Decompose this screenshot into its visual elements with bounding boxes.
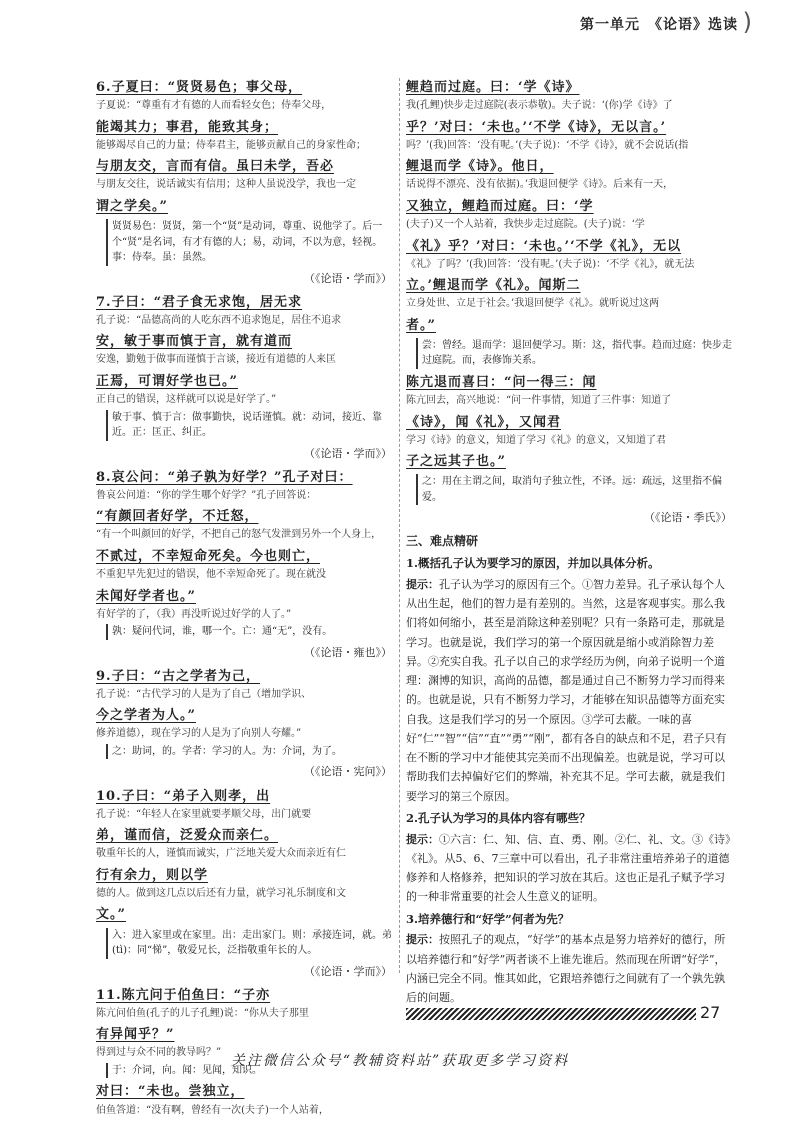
- classical-text: 《诗》，闻《礼》，又闻君: [406, 414, 562, 430]
- annotation-note: 入：进入家里或在家里。出：走出家门。则：承接连词，就。弟(tì)：同“悌”，敬爱兄长，泛指敬重年长的人。: [106, 928, 392, 959]
- text-entry: [96, 547, 392, 583]
- text-entry: [406, 78, 732, 114]
- text-entry: [96, 866, 392, 902]
- answer-label: 提示：: [406, 577, 439, 591]
- text-entry: [406, 118, 732, 154]
- classical-text: 未闻好学者也。”: [96, 588, 196, 604]
- translation-text: 得到过与众不同的教导吗？”: [96, 1047, 222, 1059]
- footer-note: 关注微信公众号“教辅资料站”获取更多学习资料: [230, 1053, 570, 1069]
- translation-text: 吗？’(我)回答：‘没有呢。’(夫子说)：‘不学《诗》，就不会说话(指: [406, 139, 689, 151]
- text-entry: [96, 293, 392, 329]
- annotation-note: 之：用在主谓之间，取消句子独立性，不译。远：疏远，这里指不偏爱。: [416, 474, 732, 505]
- text-entry: [406, 237, 732, 273]
- classical-text: 8.哀公问：“弟子孰为好学？”孔子对曰：: [96, 469, 353, 485]
- text-entry: [96, 905, 392, 958]
- text-entry: [96, 78, 392, 114]
- classical-text: 子之远其子也。”: [406, 454, 506, 470]
- translation-text: 孔子说：“年轻人在家里就要孝顺父母，出门就要: [96, 808, 312, 820]
- translation-text: 不重犯早先犯过的错误，他不幸短命死了。现在就没: [96, 569, 326, 580]
- translation-text: 《礼》了吗？’(我)回答：‘没有呢。’(夫子说)：‘不学《礼》，就无法: [406, 258, 695, 270]
- classical-text: 者。”: [406, 317, 436, 333]
- classical-text: “有颜回者好学，不迁怒，: [96, 509, 259, 525]
- translation-text: 子夏说：“尊重有才有德的人而看轻女色；侍奉父母，: [96, 100, 332, 112]
- answer-text: 按照孔子的观点，“好学”的基本点是努力培养好的德行，所以培养德行和“好学”两者谈不上谁先谁后。然而现在所谓“好学”，内涵已完全不同。惟其如此，它跟培养德行之间就有了一个孰先孰后的问题。: [406, 933, 726, 1005]
- right-column: [406, 78, 732, 1007]
- answer: [406, 575, 732, 806]
- text-entry: [406, 157, 732, 193]
- classical-text: 谓之学矣。”: [96, 198, 168, 214]
- text-entry: [96, 332, 392, 368]
- translation-text: 陈亢问伯鱼(孔子的儿子孔鲤)说：“你从夫子那里: [96, 1007, 309, 1019]
- translation-text: 德的人。做到这几点以后还有力量，就学习礼乐制度和文: [96, 887, 346, 899]
- classical-text: 又独立，鲤趋而过庭。曰：‘学: [406, 198, 594, 214]
- header-bracket-decoration: ): [742, 8, 752, 36]
- answer-text: 孔子认为学习的原因有三个。①智力差异。孔子承认每个人从出生起，他们的智力是有差别的。当然，这是客观事实。那么我们将如何缩小，甚至是消除这种差别呢？只有一条路可走，那就是学习。也就是说，我们学习的第一个原因就是缩小或消除智力差异。②充实自我。孔子以自己的求学经历为例，向弟子说明一个道理：渊博的知识，高尚的品德，都是通过自己不断努力学习而得来的。也就是说，只有不断努力学习，才能够在知识品德等方面充实自我。这是我们学习的另一个原因。③学可去蔽。一味的喜好“仁”“智”“信”“直”“勇”“刚”，都有各自的缺点和不足，君子只有在不断的学习中才能使其完美而不出现偏差。也就是说，学习可以帮助我们去掉偏好它们的弊端，补充其不足。学可去蔽，就是我们要学习的第三个原因。: [406, 577, 727, 803]
- translation-text: (夫子)又一个人站着，我快步走过庭院。(夫子)说：‘学: [406, 219, 645, 231]
- text-entry: [406, 197, 732, 233]
- translation-text: 能够竭尽自己的力量；侍奉君主，能够贡献自己的身家性命；: [96, 139, 366, 151]
- source-citation: （《论语・雍也》）: [304, 645, 392, 659]
- text-entry: [96, 826, 392, 862]
- source-citation: （《论语・季氏》）: [644, 511, 732, 525]
- classical-text: 能竭其力；事君，能致其身；: [96, 119, 279, 135]
- classical-text: 9.子曰：“古之学者为己，: [96, 668, 261, 684]
- classical-text: 与朋友交，言而有信。虽曰未学，吾必: [96, 159, 335, 175]
- annotation-note: 贤贤易色：贤贤，第一个“贤”是动词，尊重、说他学了。后一个“贤”是名词，有才有德的人；易，动词，不以为意，轻视。事：侍奉。虽：虽然。: [106, 219, 392, 266]
- classical-text: 弟，谨而信，泛爱众而亲仁。: [96, 828, 279, 844]
- text-entry: [96, 468, 392, 504]
- classical-text: 安，敏于事而慎于言，就有道而: [96, 334, 293, 350]
- answer-label: 提示：: [406, 832, 439, 846]
- answer: [406, 930, 732, 1007]
- source-citation: （《论语・学而》）: [304, 964, 392, 978]
- footer-hatch-bar: [406, 1008, 696, 1020]
- source-citation: （《论语・宪问》）: [304, 765, 392, 779]
- annotation-note: 尝：曾经。退而学：退回便学习。斯：这，指代事。趋而过庭：快步走过庭院。而，表修饰关系。: [416, 338, 732, 369]
- classical-text: 鲤趋而过庭。曰：‘学《诗》: [406, 80, 580, 95]
- question: 3.培养德行和“好学”何者为先？: [406, 911, 570, 926]
- classical-text: 7.子曰：“君子食无求饱，居无求: [96, 294, 303, 310]
- text-entry: [96, 1082, 392, 1118]
- translation-text: 我(孔鲤)快步走过庭院(表示恭敬)。夫子说：‘(你)学《诗》了: [406, 100, 673, 112]
- source-citation: （《论语・学而》）: [304, 446, 392, 460]
- translation-text: 话说得不漂亮、没有依据)。’我退回便学《诗》。后来有一天，: [406, 179, 674, 191]
- question: 1.概括孔子认为要学习的原因，并加以具体分析。: [406, 556, 660, 571]
- text-entry: [96, 372, 392, 441]
- translation-text: 立身处世、立足于社会。’我退回便学《礼》。就听说过这两: [406, 298, 660, 310]
- translation-text: 伯鱼答道：“没有啊，曾经有一次(夫子)一个人站着，: [96, 1104, 329, 1116]
- text-entry: [96, 197, 392, 266]
- classical-text: 立。’鲤退而学《礼》。闻斯二: [406, 278, 581, 294]
- translation-text: “有一个叫颜回的好学，不把自己的怒气发泄到另外一个人身上，: [96, 529, 382, 541]
- translation-text: 学习《诗》的意义，知道了学习《礼》的意义，又知道了君: [406, 434, 666, 446]
- question: 2.孔子认为学习的具体内容有哪些？: [406, 810, 591, 825]
- text-entry: [96, 986, 392, 1022]
- classical-text: 11.陈亢问于伯鱼曰：“子亦: [96, 987, 271, 1003]
- text-entry: [96, 157, 392, 193]
- text-entry: [96, 667, 392, 703]
- text-entry: [96, 587, 392, 640]
- answer-text: ①六言：仁、知、信、直、勇、刚。②仁、礼、文。③《诗》《礼》。从5、6、7三章中可以看出，孔子非常注重培养弟子的道德修养和人格修养，把知识的学习放在其后。这也正是孔子赋予学习的一种非常重要的社会人生意义的证明。: [406, 832, 731, 904]
- translation-text: 正自己的错误，这样就可以说是好学了。”: [96, 394, 277, 406]
- text-entry: [96, 787, 392, 823]
- translation-text: 孔子说：“品德高尚的人吃东西不追求饱足，居住不追求: [96, 314, 342, 326]
- answer: [406, 830, 732, 907]
- annotation-note: 之：助词，的。学者：学习的人。为：介词，为了。: [106, 744, 392, 760]
- answer-label: 提示：: [406, 933, 439, 947]
- classical-text: 鲤退而学《诗》。他日，: [406, 159, 554, 175]
- classical-text: 文。”: [96, 907, 126, 923]
- annotation-note: 敏于事、慎于言：做事勤快，说话谨慎。就：动词，接近、靠近。正：匡正、纠正。: [106, 410, 392, 441]
- text-entry: [406, 452, 732, 505]
- text-entry: [96, 118, 392, 154]
- annotation-note: 孰：疑问代词，谁，哪一个。亡：通“无”，没有。: [106, 624, 392, 640]
- translation-text: 修养道德），现在学习的人是为了向别人夸耀。”: [96, 728, 302, 740]
- classical-text: 陈亢退而喜曰：“问一得三：闻: [406, 374, 597, 390]
- classical-text: 行有余力，则以学: [96, 867, 209, 883]
- annotation-note: 于：介词，向。闻：见闻，知识。: [106, 1063, 392, 1079]
- classical-text: 正焉，可谓好学也已。”: [96, 373, 238, 389]
- section-title: 三、难点精研: [406, 534, 479, 549]
- translation-text: 孔子说：“古代学习的人是为了自己（增加学识、: [96, 688, 312, 700]
- classical-text: 6.子夏曰：“贤贤易色；事父母，: [96, 80, 303, 95]
- text-entry: [406, 276, 732, 312]
- classical-text: 乎？’对曰：‘未也。’‘不学《诗》，无以言。’: [406, 119, 667, 135]
- classical-text: 《礼》乎？’对曰：‘未也。’‘不学《礼》，无以: [406, 238, 682, 254]
- classical-text: 10.子曰：“弟子入则孝，出: [96, 788, 271, 804]
- translation-text: 鲁哀公问道：“你的学生哪个好学？”孔子回答说：: [96, 489, 317, 501]
- translation-text: 与朋友交往，说话诚实有信用；这种人虽说没学，我也一定: [96, 179, 356, 191]
- classical-text: 今之学者为人。”: [96, 708, 196, 724]
- text-entry: [406, 316, 732, 369]
- left-column: [96, 78, 392, 1122]
- classical-text: 不贰过，不幸短命死矣。今也则亡，: [96, 548, 321, 564]
- text-entry: [96, 706, 392, 759]
- text-entry: [96, 507, 392, 543]
- page-header: 第一单元 《论语》选读: [580, 17, 738, 33]
- translation-text: 敬重年长的人，谨慎而诚实，广泛地关爱大众而亲近有仁: [96, 848, 346, 860]
- translation-text: 安逸，勤勉于做事而谨慎于言谈，接近有道德的人来匡: [96, 354, 336, 366]
- classical-text: 对曰：“未也。尝独立，: [96, 1084, 245, 1100]
- source-citation: （《论语・学而》）: [304, 271, 392, 285]
- text-entry: [406, 373, 732, 409]
- text-entry: [406, 413, 732, 449]
- translation-text: 有好学的了，（我）再没听说过好学的人了。”: [96, 608, 292, 620]
- classical-text: 有异闻乎？”: [96, 1027, 175, 1043]
- page-number: 27: [700, 1003, 721, 1022]
- translation-text: 陈亢回去，高兴地说：“问一件事情，知道了三件事：知道了: [406, 395, 672, 407]
- column-divider: [399, 78, 401, 973]
